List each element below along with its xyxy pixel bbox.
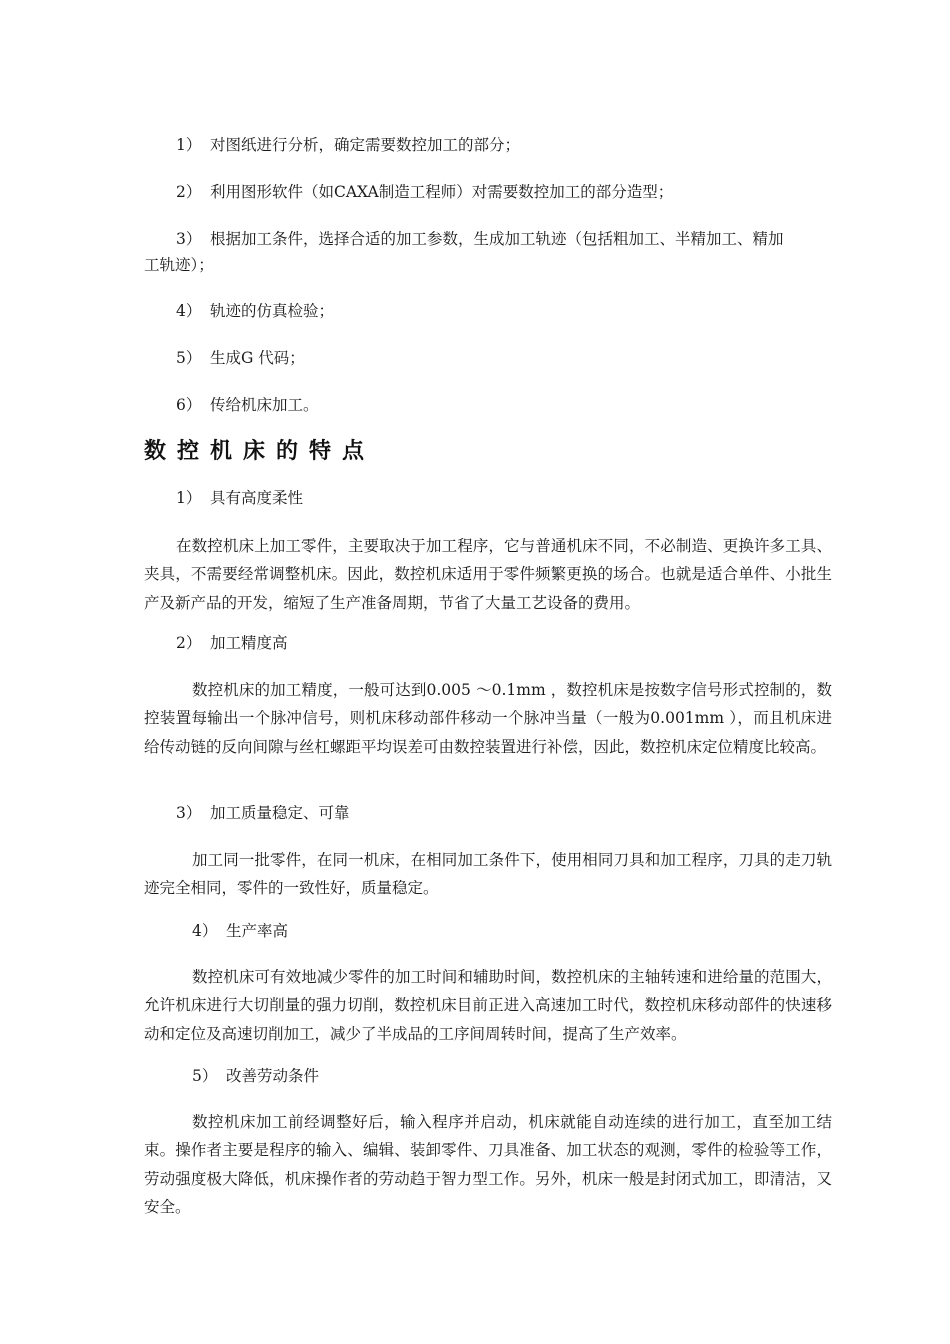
feature-number: 1）	[176, 489, 202, 507]
feature-1-title	[176, 484, 303, 512]
feature-title: 具有高度柔性	[210, 489, 304, 507]
feature-number: 3）	[176, 804, 202, 822]
step-4	[176, 297, 334, 325]
step-1	[176, 131, 520, 159]
feature-title: 加工精度高	[210, 634, 288, 652]
step-number: 5）	[176, 349, 202, 367]
feature-3-body: 加工同一批零件，在同一机床，在相同加工条件下，使用相同刀具和加工程序，刀具的走刀轨迹完全相同，零件的一致性好，质量稳定。	[144, 851, 832, 898]
step-text: 轨迹的仿真检验；	[210, 302, 335, 320]
feature-title: 生产率高	[226, 922, 289, 940]
feature-4-title	[192, 917, 288, 945]
feature-title: 加工质量稳定、可靠	[210, 804, 350, 822]
feature-4-body: 数控机床可有效地减少零件的加工时间和辅助时间，数控机床的主轴转速和进给量的范围大，允许机床进行大切削量的强力切削，数控机床目前正进入高速加工时代，数控机床移动部件的快速移动和定位及高速切削加工，减少了半成品的工序间周转时间，提高了生产效率。	[144, 968, 832, 1043]
step-text: 生成G 代码；	[210, 349, 305, 367]
step-6	[176, 391, 319, 419]
step-3	[176, 225, 784, 253]
feature-1-body: 在数控机床上加工零件，主要取决于加工程序，它与普通机床不同，不必制造、更换许多工具、夹具，不需要经常调整机床。因此，数控机床适用于零件频繁更换的场合。也就是适合单件、小批生产及新产品的开发，缩短了生产准备周期，节省了大量工艺设备的费用。	[144, 537, 832, 612]
step-5	[176, 344, 305, 372]
step-3-continuation	[144, 251, 214, 279]
step-number: 2）	[176, 183, 202, 201]
feature-5-body: 数控机床加工前经调整好后，输入程序并启动，机床就能自动连续的进行加工，直至加工结束。操作者主要是程序的输入、编辑、装卸零件、刀具准备、加工状态的观测，零件的检验等工作，劳动强度极大降低，机床操作者的劳动趋于智力型工作。另外，机床一般是封闭式加工，即清洁，又安全。	[144, 1113, 832, 1217]
step-text: 传给机床加工。	[210, 396, 319, 414]
feature-number: 4）	[192, 922, 218, 940]
step-number: 1）	[176, 136, 202, 154]
feature-title: 改善劳动条件	[226, 1067, 320, 1085]
step-text: 根据加工条件，选择合适的加工参数，生成加工轨迹（包括粗加工、半精加工、精加	[210, 230, 784, 248]
feature-number: 2）	[176, 634, 202, 652]
step-number: 3）	[176, 230, 202, 248]
feature-5-title	[192, 1062, 319, 1090]
step-text: 对图纸进行分析，确定需要数控加工的部分；	[210, 136, 521, 154]
step-number: 4）	[176, 302, 202, 320]
section-title: 数控机床的特点	[144, 439, 376, 464]
feature-3-title	[176, 799, 350, 827]
step-text-continuation: 工轨迹）；	[144, 256, 214, 274]
feature-2-body: 数控机床的加工精度，一般可达到0.005 ～0.1mm ，数控机床是按数字信号形式控制的，数控装置每输出一个脉冲信号，则机床移动部件移动一个脉冲当量（一般为0.001mm ），而且机床进给传动链的反向间隙与丝杠螺距平均误差可由数控装置进行补偿，因此，数控机床定位精度比较高。	[144, 681, 832, 756]
step-number: 6）	[176, 396, 202, 414]
step-2	[176, 178, 673, 206]
feature-2-title	[176, 629, 288, 657]
feature-number: 5）	[192, 1067, 218, 1085]
step-text: 利用图形软件（如CAXA制造工程师）对需要数控加工的部分造型；	[210, 183, 674, 201]
